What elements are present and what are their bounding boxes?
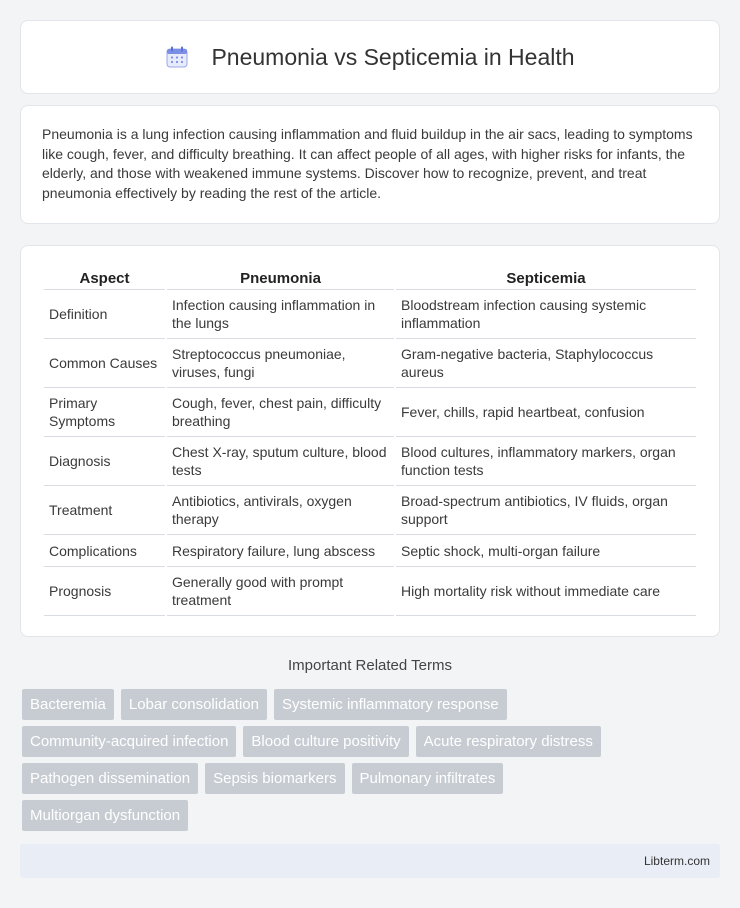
intro-paragraph: Pneumonia is a lung infection causing inflammation and fluid buildup in the air sacs, leading to symptoms like cough, fever, and difficulty breathing. It can affect people of all ages, with higher risks for infants, the elderly, and those with weakened immune systems. Discover how to recognize, prevent, and treat pneumonia effectively by reading the rest of the article. [42, 126, 693, 201]
column-header-pneumonia: Pneumonia [167, 266, 394, 290]
tag-row [22, 800, 722, 831]
tag-row [22, 726, 722, 757]
table-row [44, 290, 696, 339]
table-cell-septicemia: Septic shock, multi-organ failure [396, 535, 696, 567]
table-row [44, 388, 696, 437]
comparison-table-card [20, 245, 720, 637]
related-terms-heading: Important Related Terms [288, 657, 452, 674]
comparison-table [42, 266, 698, 616]
table-header-row [44, 266, 696, 290]
table-cell-septicemia: Broad-spectrum antibiotics, IV fluids, organ support [396, 486, 696, 535]
table-cell-septicemia: Fever, chills, rapid heartbeat, confusion [396, 388, 696, 437]
tag-multiorgan-dysfunction[interactable]: Multiorgan dysfunction [22, 800, 188, 831]
tag-lobar-consolidation[interactable]: Lobar consolidation [121, 689, 267, 720]
tag-community-acquired-infection[interactable]: Community-acquired infection [22, 726, 236, 757]
table-cell-aspect: Primary Symptoms [44, 388, 165, 437]
tag-row [22, 689, 722, 720]
table-cell-pneumonia: Respiratory failure, lung abscess [167, 535, 394, 567]
table-cell-septicemia: Blood cultures, inflammatory markers, organ function tests [396, 437, 696, 486]
table-cell-pneumonia: Antibiotics, antivirals, oxygen therapy [167, 486, 394, 535]
page-title: Pneumonia vs Septicemia in Health [211, 43, 575, 70]
table-row [44, 486, 696, 535]
intro-card [20, 105, 720, 224]
table-cell-aspect: Prognosis [44, 567, 165, 616]
calendar-icon [165, 45, 189, 69]
tag-pathogen-dissemination[interactable]: Pathogen dissemination [22, 763, 198, 794]
tag-sepsis-biomarkers[interactable]: Sepsis biomarkers [205, 763, 344, 794]
table-cell-septicemia: Bloodstream infection causing systemic inflammation [396, 290, 696, 339]
table-row [44, 339, 696, 388]
column-header-aspect: Aspect [44, 266, 165, 290]
footer-site-link[interactable]: Libterm.com [643, 854, 710, 868]
tag-blood-culture-positivity[interactable]: Blood culture positivity [243, 726, 408, 757]
tag-bacteremia[interactable]: Bacteremia [22, 689, 114, 720]
related-terms-list [22, 689, 722, 837]
table-row [44, 437, 696, 486]
tag-acute-respiratory-distress[interactable]: Acute respiratory distress [416, 726, 601, 757]
column-header-septicemia: Septicemia [396, 266, 696, 290]
table-cell-aspect: Common Causes [44, 339, 165, 388]
table-cell-pneumonia: Generally good with prompt treatment [167, 567, 394, 616]
table-cell-septicemia: High mortality risk without immediate care [396, 567, 696, 616]
tag-systemic-inflammatory-response[interactable]: Systemic inflammatory response [274, 689, 507, 720]
table-cell-pneumonia: Chest X-ray, sputum culture, blood tests [167, 437, 394, 486]
table-cell-aspect: Definition [44, 290, 165, 339]
tag-pulmonary-infiltrates[interactable]: Pulmonary infiltrates [352, 763, 504, 794]
table-cell-aspect: Complications [44, 535, 165, 567]
table-row [44, 567, 696, 616]
table-cell-pneumonia: Cough, fever, chest pain, difficulty breathing [167, 388, 394, 437]
table-cell-pneumonia: Streptococcus pneumoniae, viruses, fungi [167, 339, 394, 388]
table-row [44, 535, 696, 567]
table-cell-aspect: Diagnosis [44, 437, 165, 486]
tag-row [22, 763, 722, 794]
table-cell-pneumonia: Infection causing inflammation in the lungs [167, 290, 394, 339]
table-cell-septicemia: Gram-negative bacteria, Staphylococcus aureus [396, 339, 696, 388]
header-card [20, 20, 720, 94]
table-cell-aspect: Treatment [44, 486, 165, 535]
footer [20, 844, 720, 878]
